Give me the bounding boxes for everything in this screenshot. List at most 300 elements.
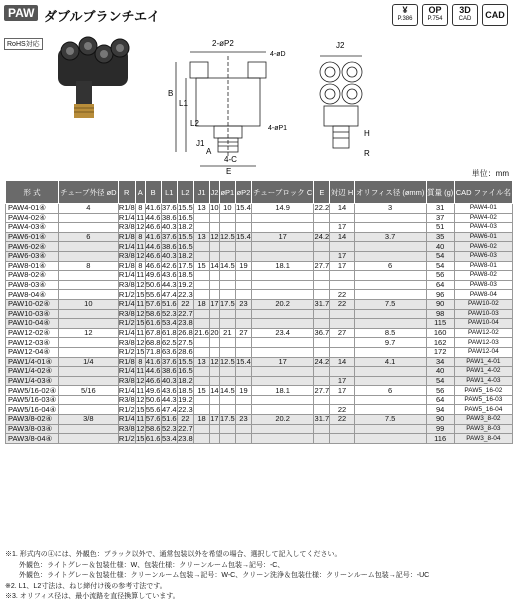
table-cell: 27.5: [178, 337, 193, 347]
table-cell: 23.8: [178, 433, 193, 443]
table-cell: [193, 213, 209, 223]
table-cell: 15.4: [236, 232, 251, 242]
table-cell: 22: [177, 415, 193, 425]
table-cell: R1/2: [118, 318, 135, 328]
table-cell: [314, 290, 330, 300]
table-cell: 54: [426, 376, 454, 386]
table-cell: 49.6: [145, 385, 161, 395]
table-cell: R1/4: [118, 212, 135, 222]
table-cell: PAW6-02: [454, 242, 512, 252]
table-row: [6, 280, 513, 290]
table-cell: PAW1/4-03④: [6, 376, 59, 386]
table-cell: 24.2: [314, 232, 330, 242]
table-cell: 18: [193, 415, 209, 425]
table-cell: 53.4: [161, 433, 177, 443]
table-cell: 160: [426, 328, 454, 338]
table-cell: 15: [193, 261, 209, 271]
table-cell: 14: [330, 232, 354, 242]
table-cell: 26.8: [178, 328, 193, 338]
table-cell: [210, 338, 220, 348]
table-cell: [252, 223, 314, 233]
column-header: øP1: [219, 181, 235, 204]
table-cell: R1/2: [118, 347, 135, 357]
table-cell: [210, 405, 220, 415]
table-cell: [235, 367, 251, 377]
table-row: [6, 299, 513, 309]
table-cell: 41.6: [145, 356, 161, 366]
table-cell: [193, 395, 209, 405]
table-cell: 22.7: [178, 423, 193, 433]
table-cell: [59, 434, 118, 444]
table-cell: PAW6-03: [454, 251, 512, 261]
table-cell: 116: [426, 434, 454, 444]
note-1-detail-b: 外観色：ライトグレー＆包装仕様：クリーンルーム包装→記号：W-C、クリーン洗浄＆包装仕様：クリーンルーム包装→記号：-UC: [5, 572, 430, 579]
table-cell: 17: [210, 299, 219, 309]
table-cell: PAW4-03: [454, 223, 512, 233]
table-cell: 40: [426, 367, 454, 377]
table-cell: PAW10-03: [454, 309, 512, 319]
side-view: [320, 56, 362, 148]
table-cell: 20.2: [252, 299, 314, 309]
table-cell: R1/2: [118, 433, 135, 443]
table-cell: [330, 434, 354, 444]
table-cell: PAW10-03④: [6, 309, 59, 319]
table-cell: 6: [59, 232, 118, 242]
table-cell: [219, 338, 235, 348]
table-row: [6, 434, 513, 444]
column-header: B: [145, 181, 161, 204]
table-cell: 71.8: [145, 347, 161, 357]
table-cell: 58.6: [145, 308, 161, 318]
table-cell: 15: [136, 433, 145, 443]
table-cell: 17: [330, 376, 354, 386]
table-cell: 17: [210, 414, 219, 424]
table-cell: 18.2: [178, 251, 193, 261]
table-cell: [193, 424, 209, 434]
table-row: [6, 242, 513, 252]
table-cell: R1/2: [118, 404, 135, 414]
table-cell: [210, 395, 220, 405]
table-cell: PAW12-02: [454, 328, 512, 338]
dim-b-label: B: [168, 89, 174, 98]
table-cell: PAW3_8-04: [454, 434, 512, 444]
table-cell: [235, 424, 251, 434]
table-cell: 23: [235, 299, 251, 309]
table-cell: 68.8: [145, 337, 161, 347]
table-cell: PAW8-02④: [6, 271, 59, 281]
table-cell: 27.7: [314, 385, 330, 395]
table-cell: [354, 434, 426, 444]
table-cell: 7.5: [354, 299, 426, 309]
table-cell: 22.3: [178, 404, 193, 414]
table-cell: 14.5: [220, 260, 235, 270]
dim-p1-label: 4-øP1: [268, 125, 288, 132]
table-cell: [314, 242, 330, 252]
note-1: ※1. 形式内の④には、外観色：ブラック以外で、通常包装以外を希望の場合、選択して記入してください。: [5, 551, 342, 558]
table-cell: 3: [354, 204, 426, 214]
table-cell: [219, 251, 235, 261]
dim-r-label: R: [364, 149, 370, 158]
table-cell: 15: [136, 289, 145, 299]
table-cell: [59, 395, 118, 405]
table-cell: PAW10-02: [454, 299, 512, 309]
table-cell: 57.6: [145, 414, 161, 424]
table-cell: [210, 424, 220, 434]
table-cell: 19.2: [178, 280, 193, 290]
table-cell: [354, 424, 426, 434]
table-cell: 15: [193, 386, 209, 396]
table-cell: [354, 309, 426, 319]
table-cell: 17: [252, 357, 314, 367]
table-cell: 23.4: [252, 328, 314, 338]
dim-a-label: A: [206, 147, 212, 156]
table-cell: [235, 290, 251, 300]
table-cell: 56: [426, 271, 454, 281]
table-cell: [330, 338, 354, 348]
table-cell: [330, 424, 354, 434]
table-cell: [354, 271, 426, 281]
table-cell: 6: [354, 386, 426, 396]
table-cell: [219, 223, 235, 233]
table-cell: 40.3: [161, 222, 177, 232]
table-cell: [59, 424, 118, 434]
table-cell: [193, 290, 209, 300]
table-cell: 17: [330, 223, 354, 233]
dim-c-label: 4-C: [224, 155, 237, 164]
table-cell: 13: [193, 232, 209, 242]
table-cell: [219, 242, 235, 252]
table-cell: PAW8-03: [454, 280, 512, 290]
3d-cad-icon[interactable]: 3D CAD: [452, 4, 478, 26]
table-cell: R3/8: [118, 337, 135, 347]
table-cell: [210, 290, 220, 300]
table-cell: 35: [426, 232, 454, 242]
table-cell: [252, 347, 314, 357]
table-cell: R3/8: [118, 423, 135, 433]
table-cell: R3/8: [118, 308, 135, 318]
table-cell: 11: [136, 328, 145, 338]
table-row: [6, 386, 513, 396]
table-cell: 12.5: [220, 356, 235, 366]
table-cell: PAW4-03④: [6, 223, 59, 233]
table-cell: PAW12-02④: [6, 328, 59, 338]
table-cell: [235, 280, 251, 290]
dim-l1-label: L1: [179, 99, 188, 108]
table-cell: [354, 223, 426, 233]
table-cell: PAW3/8-04④: [6, 434, 59, 444]
table-cell: 43.6: [161, 385, 177, 395]
table-cell: [252, 376, 314, 386]
table-cell: 47.4: [161, 289, 177, 299]
page-title: ダブルブランチエイ: [44, 9, 160, 24]
table-cell: PAW1_4-01: [454, 357, 512, 367]
table-cell: 52.3: [161, 423, 177, 433]
table-cell: R3/8: [118, 375, 135, 385]
table-cell: 4: [59, 204, 118, 214]
table-cell: 51.6: [161, 299, 177, 309]
table-cell: [193, 376, 209, 386]
table-cell: [314, 405, 330, 415]
table-cell: [252, 280, 314, 290]
table-cell: [219, 424, 235, 434]
table-cell: 44.6: [145, 241, 161, 251]
table-cell: [219, 213, 235, 223]
note-1-detail-a: 外観色：ライトグレー＆包装仕様：W、包装仕様：クリーンルーム包装→記号：-C、: [5, 561, 285, 569]
table-cell: R3/8: [118, 222, 135, 232]
table-cell: 19: [235, 261, 251, 271]
table-cell: R1/8: [118, 356, 135, 366]
table-body: [6, 204, 513, 444]
table-cell: 162: [426, 338, 454, 348]
table-cell: 46.6: [145, 260, 161, 270]
table-row: [6, 290, 513, 300]
table-cell: 90: [426, 299, 454, 309]
table-cell: 19.2: [178, 395, 193, 405]
table-cell: PAW10-04: [454, 319, 512, 329]
table-cell: PAW1_4-03: [454, 376, 512, 386]
table-cell: 10: [59, 299, 118, 309]
table-cell: 18: [193, 299, 209, 309]
dim-e-label: E: [226, 167, 232, 176]
table-cell: 10: [210, 203, 219, 213]
table-cell: [252, 319, 314, 329]
table-cell: R1/4: [118, 366, 135, 376]
dim-l2-label: L2: [190, 119, 199, 128]
table-cell: [219, 290, 235, 300]
table-cell: 8: [135, 357, 145, 367]
table-cell: 51: [426, 223, 454, 233]
table-cell: [59, 367, 118, 377]
table-cell: PAW12-04: [454, 347, 512, 357]
table-cell: R1/4: [118, 414, 135, 424]
table-row: [6, 223, 513, 233]
table-cell: R3/8: [118, 251, 135, 261]
units-label: 単位：mm: [471, 169, 509, 178]
product-photo: [58, 37, 129, 118]
table-cell: [193, 434, 209, 444]
table-cell: [314, 223, 330, 233]
table-cell: 31: [426, 204, 454, 214]
table-cell: R1/4: [118, 385, 135, 395]
table-cell: [235, 251, 251, 261]
table-cell: [354, 347, 426, 357]
table-cell: 13: [193, 204, 209, 214]
table-cell: 6: [354, 261, 426, 271]
table-cell: PAW3/8-03④: [6, 424, 59, 434]
table-cell: [330, 347, 354, 357]
table-cell: [219, 434, 235, 444]
table-row: [6, 357, 513, 367]
note-2: ※2. L1、L2寸法は、ねじ締付け後の参考寸法です。: [5, 582, 167, 590]
column-header: J2: [210, 181, 220, 204]
table-cell: PAW4-02④: [6, 213, 59, 223]
table-cell: 15: [136, 404, 145, 414]
table-cell: PAW10-04④: [6, 319, 59, 329]
table-cell: [354, 376, 426, 386]
table-cell: [314, 395, 330, 405]
table-cell: 11: [136, 299, 145, 309]
table-row: [6, 271, 513, 281]
option-icon[interactable]: OP P.754: [422, 4, 448, 26]
table-cell: [330, 271, 354, 281]
table-cell: 46.6: [145, 251, 161, 261]
table-cell: [59, 290, 118, 300]
table-cell: 96: [426, 290, 454, 300]
table-cell: [59, 405, 118, 415]
table-cell: 94: [426, 405, 454, 415]
table-cell: 15: [136, 347, 145, 357]
table-cell: PAW1_4-02: [454, 367, 512, 377]
table-cell: [314, 280, 330, 290]
cad-icon[interactable]: CAD: [482, 4, 508, 26]
table-cell: R3/8: [118, 280, 135, 290]
table-cell: 55.6: [145, 289, 161, 299]
table-row: [6, 328, 513, 338]
table-cell: [252, 338, 314, 348]
spec-table: [5, 180, 513, 444]
table-cell: 12: [210, 356, 219, 366]
table-cell: 22: [330, 415, 354, 425]
table-cell: 11: [136, 414, 145, 424]
table-cell: [210, 309, 220, 319]
table-cell: 15.4: [236, 356, 251, 366]
table-cell: PAW4-01: [454, 204, 512, 214]
table-cell: [235, 347, 251, 357]
table-cell: [59, 251, 118, 261]
table-cell: [252, 424, 314, 434]
table-cell: R1/4: [118, 299, 135, 309]
table-cell: [193, 309, 209, 319]
table-row: [6, 213, 513, 223]
table-cell: 14.5: [220, 385, 235, 395]
column-header: A: [135, 181, 145, 204]
table-cell: 18.2: [178, 222, 193, 232]
table-cell: R1/4: [118, 241, 135, 251]
table-cell: [252, 367, 314, 377]
table-cell: 27: [235, 328, 251, 338]
table-cell: 14.9: [252, 204, 314, 214]
table-cell: 12: [136, 222, 145, 232]
table-cell: 49.6: [145, 270, 161, 280]
rohs-badge: RoHS対応: [4, 38, 43, 50]
table-cell: PAW4-02: [454, 213, 512, 223]
table-cell: 115: [426, 319, 454, 329]
reference-icons: [392, 4, 508, 26]
table-cell: [193, 271, 209, 281]
table-cell: PAW8-02: [454, 271, 512, 281]
table-cell: 44.3: [161, 280, 177, 290]
table-cell: 27.7: [314, 260, 330, 270]
table-cell: 22: [330, 405, 354, 415]
table-cell: PAW6-01: [454, 232, 512, 242]
table-cell: [219, 405, 235, 415]
table-cell: [235, 434, 251, 444]
table-cell: PAW8-04④: [6, 290, 59, 300]
table-cell: R1/4: [118, 328, 135, 338]
table-cell: 44.6: [145, 366, 161, 376]
table-cell: [252, 242, 314, 252]
table-cell: R1/4: [118, 270, 135, 280]
table-cell: [330, 395, 354, 405]
table-cell: 22: [330, 290, 354, 300]
table-cell: [252, 213, 314, 223]
table-cell: 62.5: [161, 337, 177, 347]
table-cell: [193, 319, 209, 329]
table-cell: 54: [426, 261, 454, 271]
front-view: [176, 52, 266, 166]
dim-p2-label: 2-øP2: [212, 39, 234, 48]
table-cell: 41.6: [145, 232, 161, 242]
table-cell: 14: [210, 385, 219, 395]
table-cell: 5/16: [59, 386, 118, 396]
table-cell: 18.5: [178, 270, 193, 280]
table-cell: 12: [136, 395, 145, 405]
table-cell: 17: [330, 251, 354, 261]
table-cell: [59, 319, 118, 329]
table-cell: [59, 347, 118, 357]
table-cell: 37.6: [161, 356, 177, 366]
table-cell: 12: [136, 280, 145, 290]
table-cell: R1/8: [118, 203, 135, 213]
table-cell: 12: [59, 328, 118, 338]
table-cell: 22.7: [178, 308, 193, 318]
table-cell: [235, 376, 251, 386]
table-cell: 55.6: [145, 404, 161, 414]
table-cell: 15: [136, 318, 145, 328]
table-cell: 38.6: [161, 366, 177, 376]
table-cell: [193, 405, 209, 415]
price-icon[interactable]: ¥ P.386: [392, 4, 418, 26]
series-badge: PAW: [4, 5, 38, 21]
table-cell: PAW4-01④: [6, 204, 59, 214]
header: [4, 4, 514, 26]
table-cell: 18.5: [178, 385, 193, 395]
table-cell: [235, 223, 251, 233]
table-cell: PAW8-03④: [6, 280, 59, 290]
table-cell: 3.7: [354, 232, 426, 242]
table-cell: 17: [330, 386, 354, 396]
table-cell: 21.6: [194, 328, 209, 338]
table-cell: 11: [136, 241, 145, 251]
table-row: [6, 347, 513, 357]
table-cell: [354, 213, 426, 223]
table-cell: [330, 309, 354, 319]
table-cell: 41.6: [145, 203, 161, 213]
table-cell: PAW6-01④: [6, 232, 59, 242]
table-cell: 14: [210, 260, 219, 270]
table-cell: 12: [210, 232, 219, 242]
table-cell: 14: [330, 357, 354, 367]
table-cell: [210, 319, 220, 329]
table-cell: 11: [136, 270, 145, 280]
table-cell: [219, 309, 235, 319]
table-cell: [235, 395, 251, 405]
table-cell: [354, 319, 426, 329]
table-cell: [59, 309, 118, 319]
table-cell: 7.5: [354, 415, 426, 425]
table-cell: [219, 395, 235, 405]
table-cell: 47.4: [161, 404, 177, 414]
table-cell: 21: [219, 328, 235, 338]
table-cell: [210, 280, 220, 290]
table-cell: [59, 223, 118, 233]
table-cell: 11: [136, 366, 145, 376]
table-row: [6, 395, 513, 405]
table-cell: [330, 319, 354, 329]
table-cell: [210, 271, 220, 281]
table-cell: 12: [136, 423, 145, 433]
table-cell: 37: [426, 213, 454, 223]
